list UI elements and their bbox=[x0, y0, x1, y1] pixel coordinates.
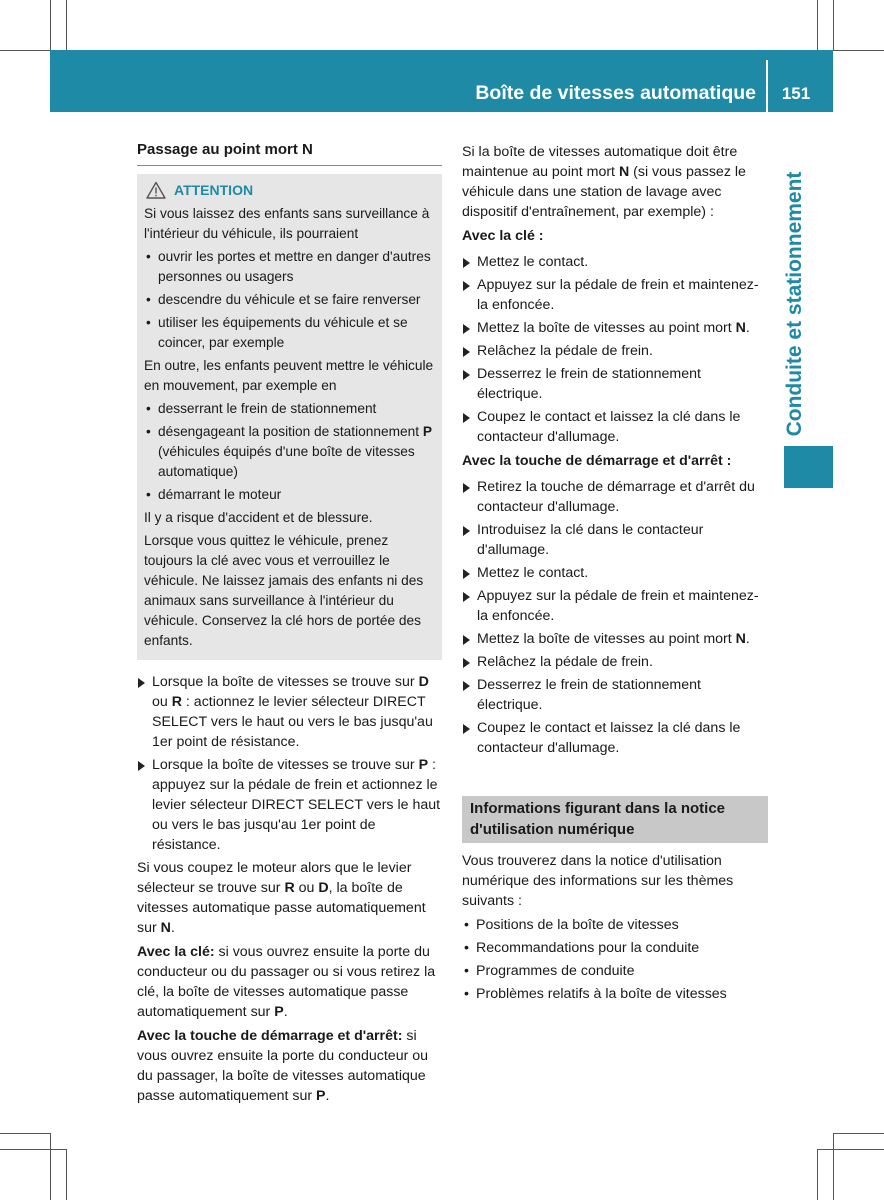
instruction-step: Mettez la boîte de vitesses au point mort N. bbox=[462, 318, 768, 338]
side-tab-label: Conduite et stationnement bbox=[783, 171, 806, 437]
info-bullet: • Problèmes relatifs à la boîte de vitesses bbox=[462, 984, 768, 1004]
warning-mid: En outre, les enfants peuvent mettre le véhicule en mouvement, par exemple en bbox=[144, 358, 434, 393]
instruction-step: Retirez la touche de démarrage et d'arrêt du contacteur d'allumage. bbox=[462, 477, 768, 517]
paragraph: Avec la touche de démarrage et d'arrêt: si vous ouvrez ensuite la porte du conducteur ou du passager, la boîte de vitesses automatique passe automatiquement sur P. bbox=[137, 1028, 429, 1104]
crop-mark bbox=[833, 50, 884, 51]
crop-mark bbox=[50, 1133, 51, 1200]
crop-mark bbox=[833, 1133, 834, 1200]
warning-bullet: • désengageant la position de stationnement P (véhicules équipés d'une boîte de vitesses automatique) bbox=[144, 422, 435, 482]
paragraph: Si vous coupez le moteur alors que le levier sélecteur se trouve sur R ou D, la boîte de vitesses automatique passe automatiquement sur N. bbox=[137, 860, 426, 936]
instruction-step: Coupez le contact et laissez la clé dans le contacteur d'allumage. bbox=[462, 718, 768, 758]
page-title: Boîte de vitesses automatique bbox=[475, 82, 756, 104]
left-column bbox=[137, 140, 442, 1110]
paragraph: Avec la clé: si vous ouvrez ensuite la porte du conducteur ou du passager ou si vous retirez la clé, la boîte de vitesses automatique passe automatiquement sur P. bbox=[137, 944, 436, 1020]
warning-bullet: • utiliser les équipements du véhicule et se coincer, par exemple bbox=[144, 313, 435, 353]
crop-mark bbox=[833, 1133, 884, 1134]
page-number: 151 bbox=[781, 84, 811, 103]
crop-mark bbox=[50, 0, 51, 50]
section-heading: Passage au point mort N bbox=[137, 140, 442, 166]
right-column bbox=[462, 142, 768, 1007]
warning-closing: Lorsque vous quittez le véhicule, prenez toujours la clé avec vous et verrouillez le véhicule. Ne laissez jamais des enfants ni des animaux sans surveillance à l'intérieur du véhicule. Conservez la clé hors de portée des enfants. bbox=[144, 533, 424, 648]
instruction-step: Desserrez le frein de stationnement électrique. bbox=[462, 675, 768, 715]
subheading: Avec la touche de démarrage et d'arrêt : bbox=[462, 453, 732, 469]
instruction-step: Appuyez sur la pédale de frein et maintenez-la enfoncée. bbox=[462, 586, 768, 626]
info-bullet: • Programmes de conduite bbox=[462, 961, 768, 981]
instruction-step: Relâchez la pédale de frein. bbox=[462, 652, 768, 672]
instruction-step: Mettez le contact. bbox=[462, 563, 768, 583]
warning-title: ATTENTION bbox=[174, 182, 254, 198]
warning-bullet: • ouvrir les portes et mettre en danger d'autres personnes ou usagers bbox=[144, 247, 435, 287]
subheading: Avec la clé : bbox=[462, 228, 544, 244]
crop-mark bbox=[833, 0, 834, 50]
crop-mark bbox=[66, 0, 67, 50]
crop-mark bbox=[66, 1149, 67, 1200]
instruction-step: Desserrez le frein de stationnement électrique. bbox=[462, 364, 768, 404]
instruction-step: Mettez la boîte de vitesses au point mort N. bbox=[462, 629, 768, 649]
warning-box bbox=[137, 174, 442, 660]
side-tab bbox=[779, 170, 811, 438]
info-bullet: • Recommandations pour la conduite bbox=[462, 938, 768, 958]
instruction-step: Coupez le contact et laissez la clé dans le contacteur d'allumage. bbox=[462, 407, 768, 447]
instruction-step: Mettez le contact. bbox=[462, 252, 768, 272]
crop-mark bbox=[817, 1149, 884, 1150]
crop-mark bbox=[817, 1149, 818, 1200]
header-divider bbox=[766, 60, 768, 112]
warning-bullet: • descendre du véhicule et se faire renverser bbox=[144, 290, 435, 310]
info-heading: Informations figurant dans la notice d'utilisation numérique bbox=[462, 796, 768, 843]
instruction-step: Relâchez la pédale de frein. bbox=[462, 341, 768, 361]
instruction-step: Introduisez la clé dans le contacteur d'allumage. bbox=[462, 520, 768, 560]
paragraph: Si la boîte de vitesses automatique doit être maintenue au point mort N (si vous passez le véhicule dans une station de lavage avec dispositif d'entraînement, par exemple) : bbox=[462, 144, 746, 220]
instruction-step: Appuyez sur la pédale de frein et maintenez-la enfoncée. bbox=[462, 275, 768, 315]
warning-header bbox=[146, 180, 435, 200]
crop-mark bbox=[817, 0, 818, 50]
instruction-step: Lorsque la boîte de vitesses se trouve sur D ou R : actionnez le levier sélecteur DIRECT SELECT vers le haut ou vers le bas jusqu'au 1er point de résistance. bbox=[137, 672, 442, 752]
crop-mark bbox=[0, 50, 50, 51]
warning-intro: Si vous laissez des enfants sans surveillance à l'intérieur du véhicule, ils pourraient bbox=[144, 206, 430, 241]
warning-bullet: • desserrant le frein de stationnement bbox=[144, 399, 435, 419]
warning-triangle-icon bbox=[146, 181, 166, 199]
warning-risk: Il y a risque d'accident et de blessure. bbox=[144, 510, 373, 525]
crop-mark bbox=[0, 1149, 66, 1150]
crop-mark bbox=[0, 1133, 50, 1134]
side-tab-marker bbox=[784, 446, 833, 488]
info-intro: Vous trouverez dans la notice d'utilisation numérique des informations sur les thèmes suivants : bbox=[462, 853, 734, 909]
info-bullet: • Positions de la boîte de vitesses bbox=[462, 915, 768, 935]
warning-bullet: • démarrant le moteur bbox=[144, 485, 435, 505]
instruction-step: Lorsque la boîte de vitesses se trouve sur P : appuyez sur la pédale de frein et actionnez le levier sélecteur DIRECT SELECT vers le haut ou vers le bas jusqu'au 1er point de résistance. bbox=[137, 755, 442, 855]
